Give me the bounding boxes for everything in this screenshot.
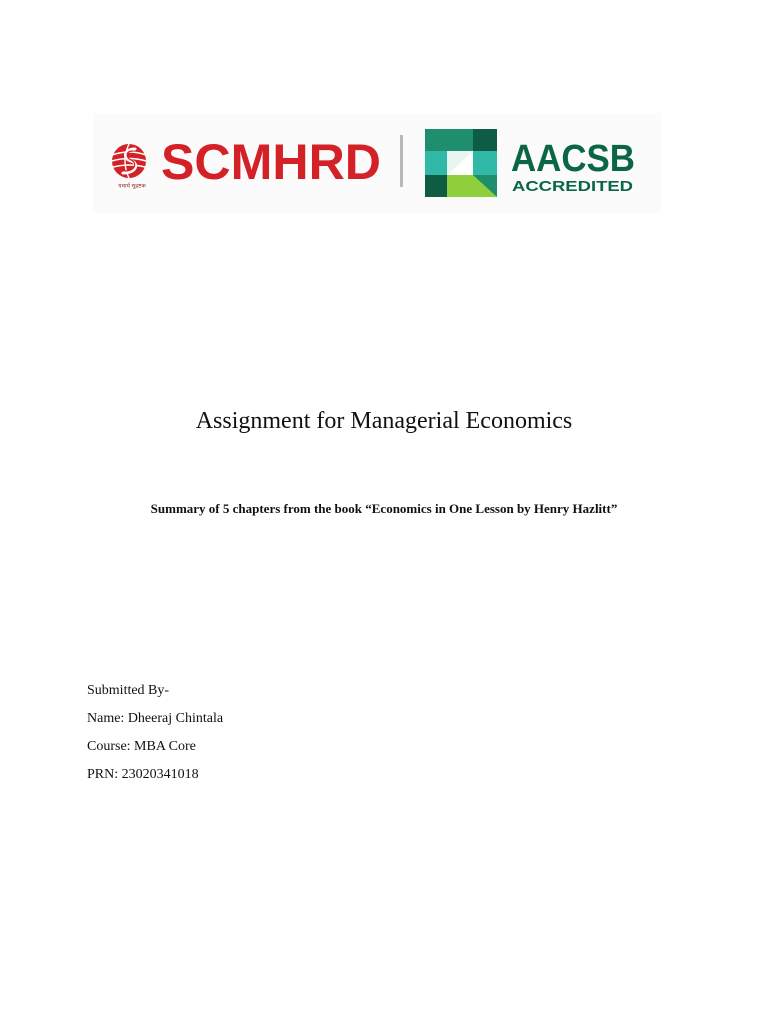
aacsb-wordmark: [509, 137, 639, 195]
aacsb-mark-icon: [425, 129, 497, 197]
document-title: Assignment for Managerial Economics: [195, 408, 573, 434]
scmhrd-wordmark-text: SCMHRD: [161, 134, 381, 189]
prn-number: PRN: 23020341018: [87, 767, 199, 782]
scmhrd-wordmark: [161, 133, 385, 189]
scmhrd-emblem-icon: [109, 141, 149, 181]
submission-details: [87, 680, 223, 792]
scmhrd-tagline-text: यथार्थ सुद्रष्टक: [118, 183, 146, 189]
course-name: Course: MBA Core: [87, 739, 196, 754]
submitted-by-label: Submitted By-: [87, 683, 170, 698]
scmhrd-tagline: [107, 181, 157, 189]
logo-banner: [93, 113, 661, 213]
aacsb-wordmark-line1: AACSB: [511, 138, 635, 180]
document-subtitle: Summary of 5 chapters from the book “Economics in One Lesson by Henry Hazlitt”: [150, 501, 618, 516]
logo-divider: [400, 135, 403, 187]
aacsb-wordmark-line2: ACCREDITED: [512, 178, 634, 195]
student-name: Name: Dheeraj Chintala: [87, 711, 224, 726]
